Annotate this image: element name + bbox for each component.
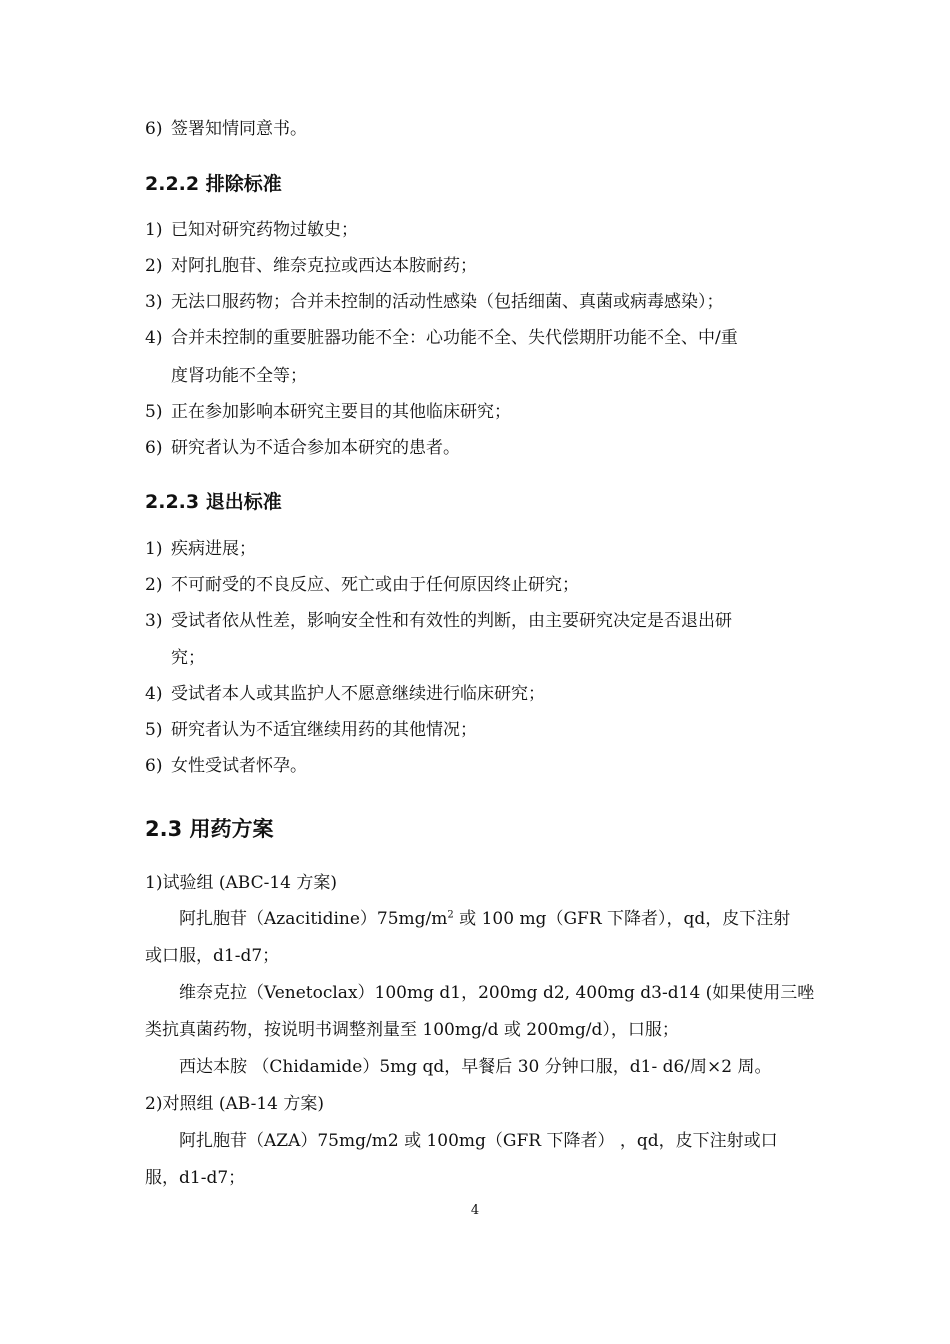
list-item: 3) 无法口服药物；合并未控制的活动性感染（包括细菌、真菌或病毒感染）； [145,292,724,312]
list-item: 6) 签署知情同意书。 [145,119,307,139]
list-item: 1) 疾病进展； [145,539,256,559]
aza-control-line-1: 阿扎胞苷（AZA）75mg/m2 或 100mg（GFR 下降者） ，qd，皮下注射或口 [179,1131,778,1151]
group2-title: 2)对照组 (AB-14 方案) [145,1094,324,1114]
list-item: 6) 研究者认为不适合参加本研究的患者。 [145,438,460,458]
aza-control-line-2: 服，d1-d7； [145,1168,246,1188]
venetoclax-line-2: 类抗真菌药物，按说明书调整剂量至 100mg/d 或 200mg/d），口服； [145,1020,679,1040]
section-heading-regimen: 2.3 用药方案 [145,817,274,841]
page-number: 4 [470,1203,480,1218]
list-item: 2) 对阿扎胞苷、维奈克拉或西达本胺耐药； [145,256,477,276]
list-item: 6) 女性受试者怀孕。 [145,756,307,776]
list-item: 2) 不可耐受的不良反应、死亡或由于任何原因终止研究； [145,575,579,595]
list-item: 1) 已知对研究药物过敏史； [145,220,358,240]
azacitidine-line-2: 或口服，d1-d7； [145,946,280,966]
list-item: 3) 受试者依从性差，影响安全性和有效性的判断，由主要研究决定是否退出研 [145,611,732,631]
azacitidine-line-1: 阿扎胞苷$(Azacitidine)75mg/m^2$ 或 100 mg（GFR 下降者），qd，皮下注射 [179,909,791,929]
venetoclax-line-1: 维奈克拉（Venetoclax）100mg d1，200mg d2, 400mg d3-d14 (如果使用三唑 [179,983,815,1003]
list-item: 5) 研究者认为不适宜继续用药的其他情况； [145,720,477,740]
group1-title: 1)试验组 (ABC-14 方案) [145,873,337,893]
section-heading-withdrawal: 2.2.3 退出标准 [145,491,282,513]
list-item: 5) 正在参加影响本研究主要目的其他临床研究； [145,402,511,422]
list-item-continuation: 度肾功能不全等； [171,366,307,386]
list-item-continuation: 究； [171,648,205,668]
list-item: 4) 受试者本人或其监护人不愿意继续进行临床研究； [145,684,545,704]
list-item: 4) 合并未控制的重要脏器功能不全：心功能不全、失代偿期肝功能不全、中/重 [145,328,738,348]
chidamide-line: 西达本胺 （Chidamide）5mg qd，早餐后 30 分钟口服，d1- d6/周×2 周。 [179,1057,772,1077]
section-heading-exclusion: 2.2.2 排除标准 [145,173,282,195]
